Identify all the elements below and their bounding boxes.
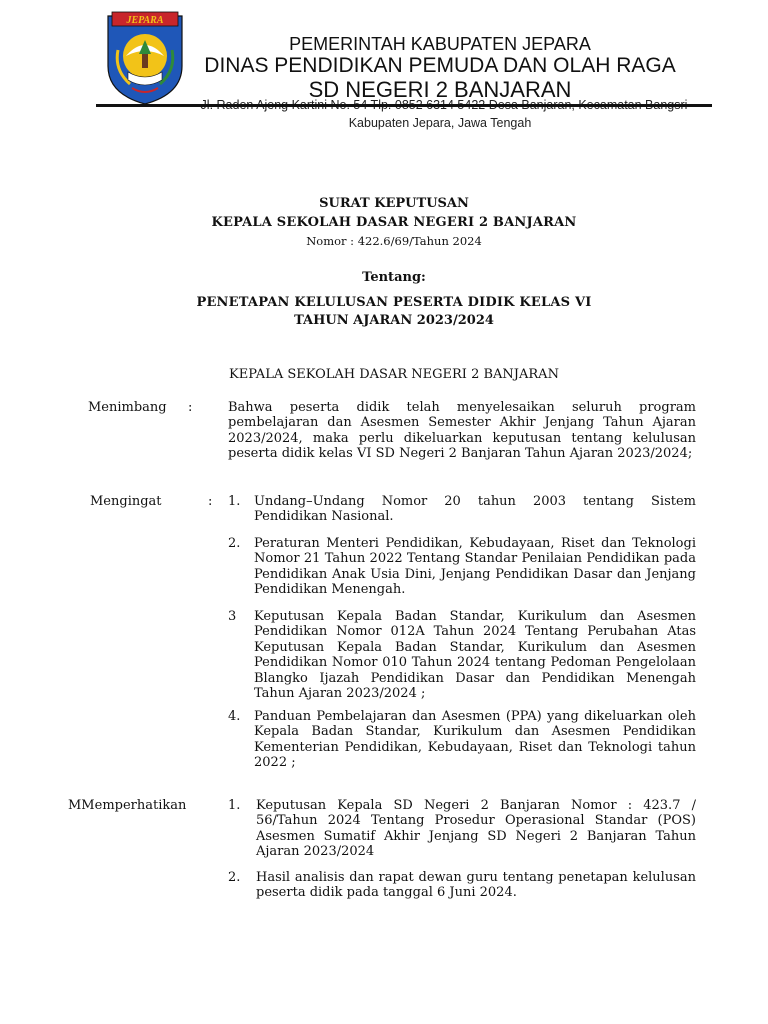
menimbang-colon: : bbox=[188, 400, 193, 415]
letterhead-government: PEMERINTAH KABUPATEN JEPARA bbox=[289, 34, 591, 54]
memperhatikan-item-number: 2. bbox=[228, 870, 241, 885]
decree-issuer: KEPALA SEKOLAH DASAR NEGERI 2 BANJARAN bbox=[211, 215, 577, 230]
mengingat-item-number: 2. bbox=[228, 536, 241, 551]
letterhead-divider bbox=[96, 104, 712, 107]
mengingat-item-number: 4. bbox=[228, 709, 241, 724]
decree-number: Nomor : 422.6/69/Tahun 2024 bbox=[306, 234, 482, 248]
memperhatikan-label: MMemperhatikan bbox=[68, 798, 187, 813]
logo-text: JEPARA bbox=[126, 15, 164, 26]
letterhead-region: Kabupaten Jepara, Jawa Tengah bbox=[348, 116, 532, 130]
mengingat-item-number: 1. bbox=[228, 494, 241, 509]
decree-title: SURAT KEPUTUSAN bbox=[319, 196, 469, 211]
memperhatikan-item-text: Hasil analisis dan rapat dewan guru tentang penetapan kelulusan peserta didik pada tanggal 6 Juni 2024. bbox=[256, 870, 696, 901]
mengingat-item-text: Peraturan Menteri Pendidikan, Kebudayaan, Riset dan Teknologi Nomor 21 Tahun 2022 Tentang Standar Penilaian Pendidikan pada Pendidikan Anak Usia Dini, Jenjang Pendidikan Dasar dan Jenjang Pendidikan Menengah. bbox=[254, 536, 696, 598]
decree-about-label: Tentang: bbox=[362, 270, 426, 285]
menimbang-text: Bahwa peserta didik telah menyelesaikan seluruh program pembelajaran dan Asesmen Semester Akhir Jenjang Tahun Ajaran 2023/2024, maka perlu dikeluarkan keputusan tentang kelulusan peserta didik kelas VI SD Negeri 2 Banjaran Tahun Ajaran 2023/2024; bbox=[228, 400, 696, 462]
decree-principal-heading: KEPALA SEKOLAH DASAR NEGERI 2 BANJARAN bbox=[229, 367, 559, 382]
mengingat-item-number: 3 bbox=[228, 609, 237, 624]
decree-subject-line1: PENETAPAN KELULUSAN PESERTA DIDIK KELAS VI bbox=[196, 295, 592, 310]
mengingat-colon: : bbox=[208, 494, 213, 509]
mengingat-item-text: Panduan Pembelajaran dan Asesmen (PPA) yang dikeluarkan oleh Kepala Badan Standar, Kurikulum dan Asesmen Pendidikan Kementerian Pendidikan, Kebudayaan, Riset dan Teknologi tahun 2022 ; bbox=[254, 709, 696, 771]
memperhatikan-item-number: 1. bbox=[228, 798, 241, 813]
letterhead-school-name: SD NEGERI 2 BANJARAN bbox=[308, 77, 572, 102]
mengingat-item-text: Keputusan Kepala Badan Standar, Kurikulum dan Asesmen Pendidikan Nomor 012A Tahun 2024 Tentang Perubahan Atas Keputusan Kepala Badan Standar, Kurikulum dan Asesmen Pendidikan Nomor 010 Tahun 2024 tentang Pedoman Pengelolaan Blangko Ijazah Pendidikan Dasar dan Pendidikan Menengah Tahun Ajaran 2023/2024 ; bbox=[254, 609, 696, 702]
mengingat-label: Mengingat bbox=[90, 494, 162, 509]
jepara-emblem-logo bbox=[104, 10, 186, 106]
mengingat-item-text: Undang–Undang Nomor 20 tahun 2003 tentang Sistem Pendidikan Nasional. bbox=[254, 494, 696, 525]
menimbang-label: Menimbang bbox=[88, 400, 167, 415]
decree-subject-line2: TAHUN AJARAN 2023/2024 bbox=[294, 313, 494, 328]
letterhead-department: DINAS PENDIDIKAN PEMUDA DAN OLAH RAGA bbox=[204, 54, 676, 77]
memperhatikan-item-text: Keputusan Kepala SD Negeri 2 Banjaran Nomor : 423.7 / 56/Tahun 2024 Tentang Prosedur Operasional Standar (POS) Asesmen Sumatif Akhir Jenjang SD Negeri 2 Banjaran Tahun Ajaran 2023/2024 bbox=[256, 798, 696, 860]
